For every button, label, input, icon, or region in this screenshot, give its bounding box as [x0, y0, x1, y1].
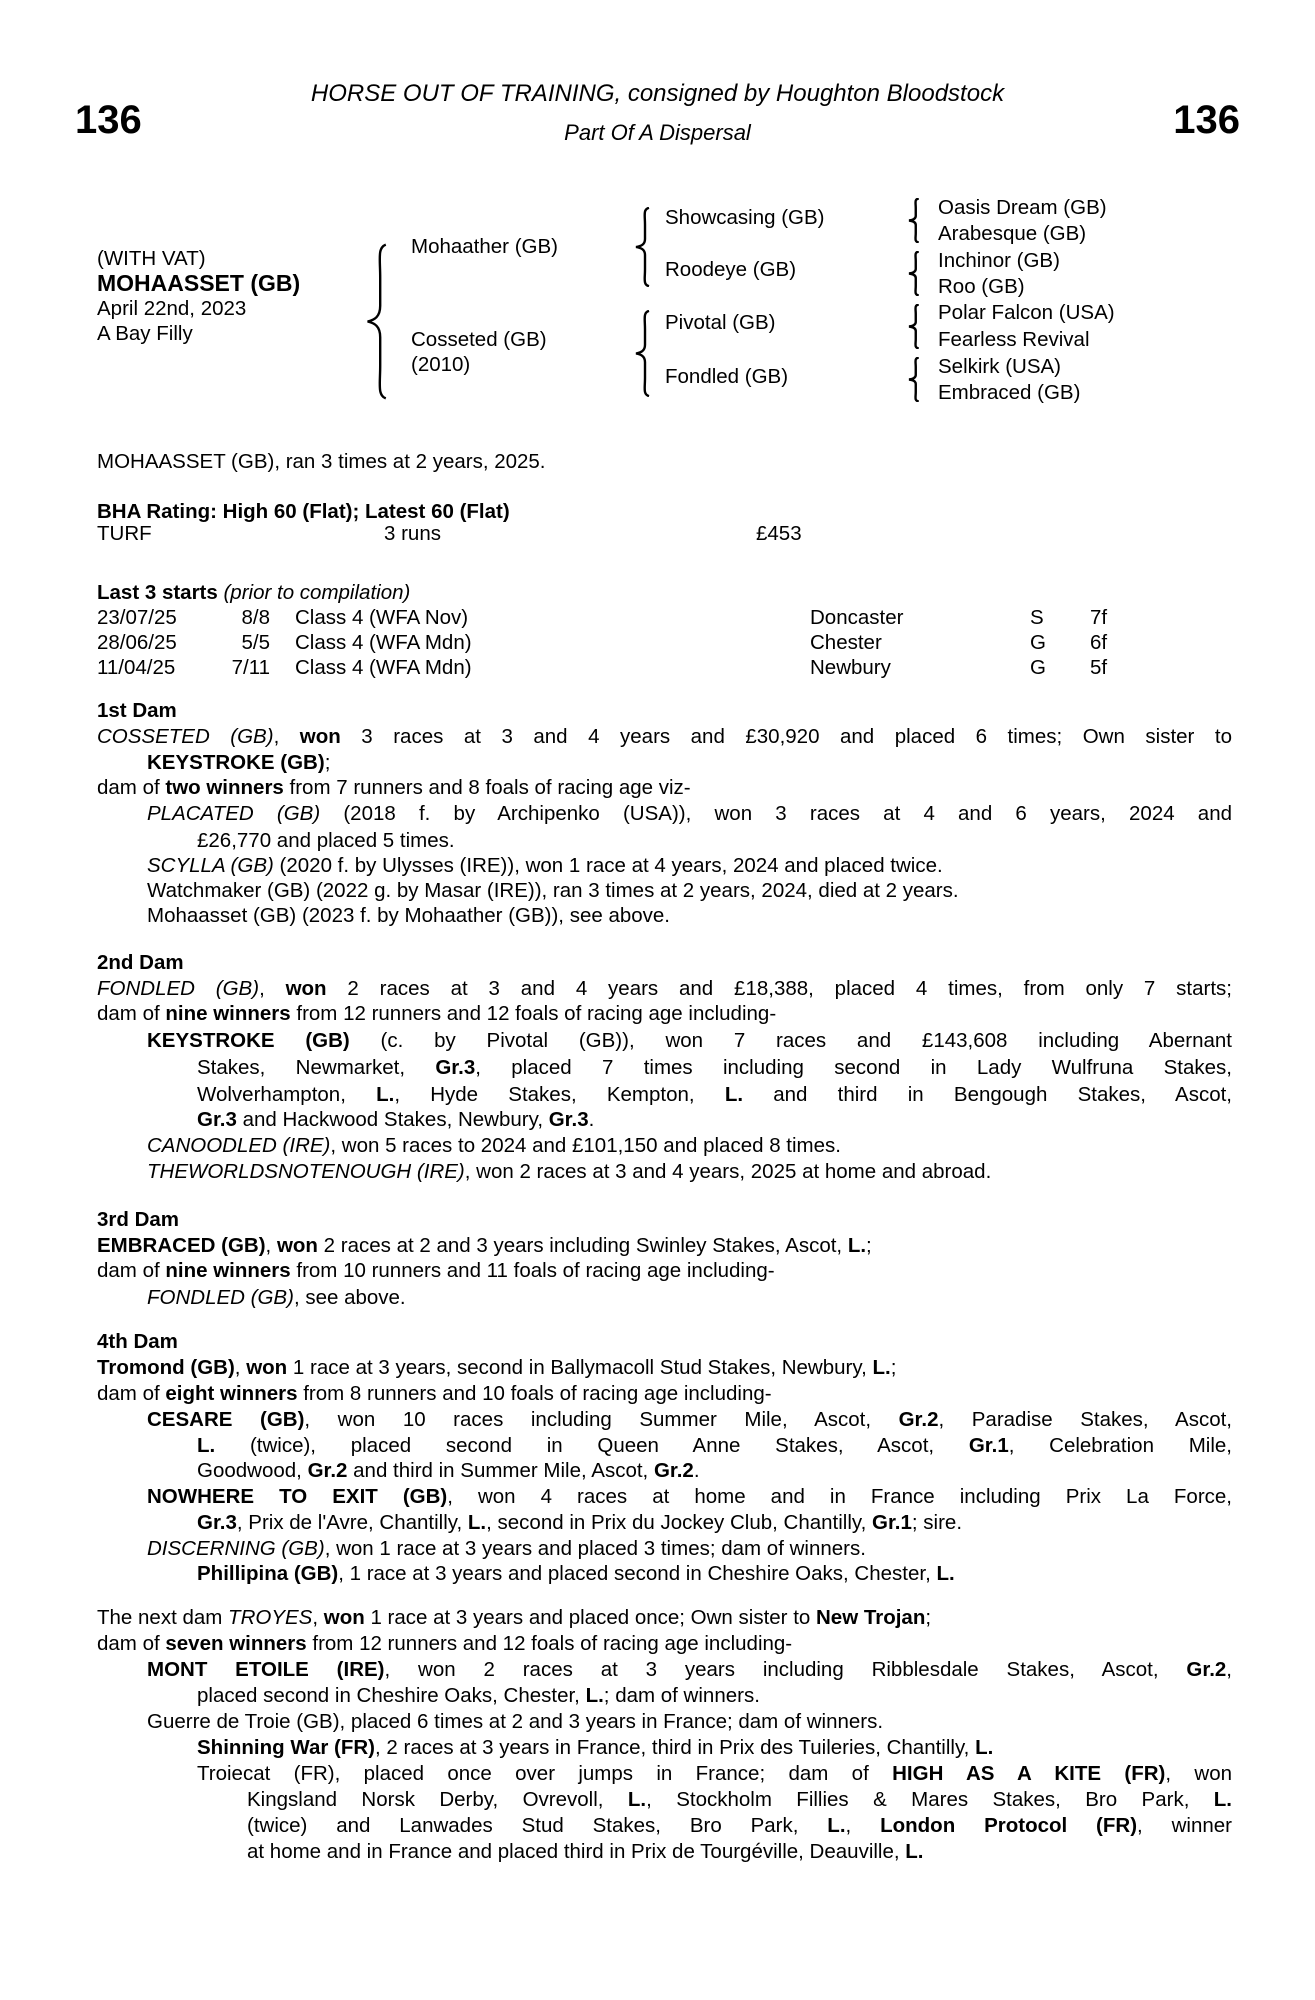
text-run: (twice), placed second in Queen Anne Stakes, Ascot,	[215, 1434, 969, 1457]
dam-dam-dam-name: Embraced (GB)	[938, 381, 1081, 404]
pedigree-text-line	[97, 976, 1232, 1002]
race-row	[97, 605, 1232, 631]
text-run: ;	[925, 1606, 932, 1629]
text-run: L.	[905, 1840, 924, 1863]
text-run: Gr.3	[197, 1511, 237, 1534]
date-cell: 23/07/25	[97, 606, 177, 629]
pedigree-brace-gen3-3	[906, 304, 921, 349]
course-cell: Chester	[810, 631, 882, 654]
text-run: Gr.3	[197, 1108, 237, 1131]
text-run: Gr.2	[898, 1408, 939, 1431]
text-run: 3 races at 3 and 4 years and £30,920 and placed 6 times; Own sister to	[340, 725, 1232, 748]
text-run: at home and in France and placed third in Prix de Tourgéville, Deauville,	[247, 1840, 906, 1863]
text-run: , won 5 races to 2024 and £101,150 and placed 8 times.	[330, 1134, 841, 1157]
text-run: KEYSTROKE (GB)	[147, 1029, 350, 1052]
dam-dam-name: Fondled (GB)	[665, 365, 789, 388]
race-summary: MOHAASSET (GB), ran 3 times at 2 years, 2025.	[97, 450, 546, 473]
sire-dam-sire-name: Inchinor (GB)	[938, 249, 1060, 272]
text-run: ,	[273, 725, 300, 748]
pedigree-text-line	[147, 1159, 1232, 1185]
pedigree-text-line	[197, 1683, 1232, 1709]
race-stats-row	[97, 521, 1232, 547]
pedigree-text-line	[97, 698, 1232, 724]
text-run: , 2 races at 3 years in France, third in Prix des Tuileries, Chantilly,	[375, 1736, 976, 1759]
text-run: , Celebration Mile,	[1008, 1434, 1232, 1457]
text-run: from 8 runners and 10 foals of racing age including-	[297, 1382, 772, 1405]
pedigree-text-line	[97, 1631, 1232, 1657]
text-run: EMBRACED (GB)	[97, 1234, 266, 1257]
pedigree-text-line	[97, 1233, 1232, 1259]
text-run: FONDLED (GB)	[147, 1286, 294, 1309]
text-run: HIGH AS A KITE (FR)	[892, 1762, 1166, 1785]
text-run: FONDLED (GB)	[97, 977, 260, 1000]
pedigree-text-line	[197, 1055, 1232, 1081]
text-run: , see above.	[293, 1286, 406, 1309]
horse-description: A Bay Filly	[97, 322, 193, 345]
bha-rating: BHA Rating: High 60 (Flat); Latest 60 (Flat)	[97, 500, 510, 523]
text-run: 4th Dam	[97, 1330, 178, 1353]
pedigree-brace-gen3-1	[906, 198, 921, 243]
pedigree-text-line	[247, 1839, 1232, 1865]
text-run: L.	[1213, 1788, 1232, 1811]
text-run: ,	[1226, 1658, 1232, 1681]
text-run: from 12 runners and 12 foals of racing age including-	[290, 1002, 777, 1025]
text-run: DISCERNING (GB)	[147, 1537, 325, 1560]
pedigree-text-line	[147, 853, 1232, 879]
text-run: and third in Bengough Stakes, Ascot,	[743, 1083, 1232, 1106]
text-run: ,	[312, 1606, 324, 1629]
text-run: PLACATED (GB)	[147, 802, 321, 825]
pedigree-text-line	[147, 1285, 1232, 1311]
text-run: The next dam	[97, 1606, 229, 1629]
last-starts-header	[97, 580, 410, 606]
text-run: Wolverhampton,	[197, 1083, 377, 1106]
text-run: and third in Summer Mile, Ascot,	[347, 1459, 654, 1482]
dam-sire-name: Pivotal (GB)	[665, 311, 776, 334]
pedigree-text-line	[97, 1355, 1232, 1381]
text-run: , won 2 races at 3 years including Ribblesdale Stakes, Ascot,	[384, 1658, 1187, 1681]
text-run: Troiecat (FR), placed once over jumps in France; dam of	[197, 1762, 893, 1785]
lot-number-right: 136	[1173, 98, 1240, 142]
text-run: (twice) and Lanwades Stud Stakes, Bro Park,	[247, 1814, 828, 1837]
text-run: , Prix de l'Avre, Chantilly,	[236, 1511, 468, 1534]
pos-cell: 8/8	[241, 606, 270, 629]
dam-sire-sire-name: Polar Falcon (USA)	[938, 301, 1115, 324]
text-run: L.	[467, 1511, 487, 1534]
pedigree-text-line	[147, 1028, 1232, 1054]
text-run: ,	[845, 1814, 881, 1837]
text-run: Watchmaker (GB) (2022 g. by Masar (IRE)), ran 3 times at 2 years, 2024, died at 2 years.	[147, 879, 959, 902]
pedigree-text-line	[147, 1407, 1232, 1433]
text-run: , second in Prix du Jockey Club, Chantilly,	[486, 1511, 873, 1534]
going-cell: G	[1030, 656, 1046, 679]
text-run: ; dam of winners.	[603, 1684, 760, 1707]
pedigree-text-line	[147, 903, 1232, 929]
pedigree-text-line	[147, 878, 1232, 904]
earnings-value: £453	[756, 522, 802, 545]
with-vat-note: (WITH VAT)	[97, 247, 206, 270]
pedigree-text-line	[97, 724, 1232, 750]
pedigree-text-line	[197, 1510, 1232, 1536]
text-run: 2 races at 2 and 3 years including Swinley Stakes, Ascot,	[317, 1234, 848, 1257]
text-run: , placed 7 times including second in Lady Wulfruna Stakes,	[475, 1056, 1232, 1079]
text-run: SCYLLA (GB)	[147, 854, 274, 877]
text-run: Kingsland Norsk Derby, Ovrevoll,	[247, 1788, 628, 1811]
pedigree-text-line	[147, 1536, 1232, 1562]
text-run: Phillipina (GB)	[197, 1562, 339, 1585]
text-run: won	[246, 1356, 288, 1379]
text-run: L.	[847, 1234, 867, 1257]
pedigree-text-line	[97, 1329, 1232, 1355]
pedigree-text-line	[147, 1709, 1232, 1735]
pedigree-brace-main	[362, 243, 390, 400]
text-run: two winners	[165, 776, 284, 799]
text-run: Mohaasset (GB) (2023 f. by Mohaather (GB)), see above.	[147, 904, 670, 927]
text-run: Stakes, Newmarket,	[197, 1056, 436, 1079]
pedigree-text-line	[97, 1381, 1232, 1407]
pedigree-text-line	[97, 1258, 1232, 1284]
pedigree-brace-gen3-2	[906, 251, 921, 296]
sire-name: Mohaather (GB)	[411, 235, 558, 258]
text-run: L.	[724, 1083, 744, 1106]
text-run: ;	[890, 1356, 897, 1379]
pedigree-brace-sire	[632, 207, 652, 287]
text-run: COSSETED (GB)	[97, 725, 274, 748]
text-run: (2018 f. by Archipenko (USA)), won 3 races at 4 and 6 years, 2024 and	[320, 802, 1232, 825]
date-cell: 28/06/25	[97, 631, 177, 654]
text-run: Tromond (GB)	[97, 1356, 235, 1379]
text-run: ; sire.	[911, 1511, 963, 1534]
sire-sire-dam-name: Arabesque (GB)	[938, 222, 1087, 245]
text-run: .	[588, 1108, 595, 1131]
text-run: dam of	[97, 776, 166, 799]
last-starts-subtitle: (prior to compilation)	[217, 581, 411, 604]
text-run: KEYSTROKE (GB)	[147, 751, 325, 774]
dam-name: Cosseted (GB)	[411, 328, 547, 351]
text-run: CESARE (GB)	[147, 1408, 305, 1431]
race-row	[97, 630, 1232, 656]
text-run: Guerre de Troie (GB), placed 6 times at 2 and 3 years in France; dam of winners.	[147, 1710, 884, 1733]
text-run: from 7 runners and 8 foals of racing age viz-	[283, 776, 691, 799]
pedigree-text-line	[147, 1657, 1232, 1683]
pedigree-text-line	[197, 1107, 1232, 1133]
consignor-title: HORSE OUT OF TRAINING, consigned by Houghton Bloodstock	[310, 80, 1005, 107]
pedigree-text-line	[97, 775, 1232, 801]
text-run: £26,770 and placed 5 times.	[197, 829, 455, 852]
text-run: L.	[585, 1684, 604, 1707]
text-run: , won 4 races at home and in France including Prix La Force,	[447, 1485, 1232, 1508]
race-cell: Class 4 (WFA Nov)	[295, 606, 469, 629]
text-run: , Paradise Stakes, Ascot,	[938, 1408, 1232, 1431]
race-cell: Class 4 (WFA Mdn)	[295, 631, 472, 654]
race-cell: Class 4 (WFA Mdn)	[295, 656, 472, 679]
text-run: and Hackwood Stakes, Newbury,	[236, 1108, 549, 1131]
pedigree-text-line	[197, 1082, 1232, 1108]
text-run: Gr.2	[653, 1459, 694, 1482]
text-run: , Hyde Stakes, Kempton,	[394, 1083, 725, 1106]
text-run: ;	[866, 1234, 872, 1257]
horse-name: MOHAASSET (GB)	[97, 270, 301, 296]
text-run: nine winners	[165, 1002, 291, 1025]
sire-dam-dam-name: Roo (GB)	[938, 275, 1025, 298]
text-run: 2 races at 3 and 4 years and £18,388, placed 4 times, from only 7 starts;	[326, 977, 1232, 1000]
text-run: Gr.3	[548, 1108, 589, 1131]
text-run: 1st Dam	[97, 699, 177, 722]
text-run: MONT ETOILE (IRE)	[147, 1658, 385, 1681]
dam-sire-dam-name: Fearless Revival	[938, 328, 1090, 351]
text-run: L.	[936, 1562, 955, 1585]
text-run: , won	[1165, 1762, 1232, 1785]
text-run: L.	[872, 1356, 891, 1379]
pos-cell: 5/5	[241, 631, 270, 654]
text-run: Goodwood,	[197, 1459, 308, 1482]
text-run: ,	[259, 977, 286, 1000]
pedigree-text-line	[197, 1458, 1232, 1484]
text-run: TROYES	[228, 1606, 313, 1629]
text-run: dam of	[97, 1259, 166, 1282]
text-run: Gr.3	[435, 1056, 476, 1079]
dist-cell: 5f	[1090, 656, 1108, 679]
last-starts-title: Last 3 starts	[97, 581, 218, 604]
pedigree-text-line	[97, 1207, 1232, 1233]
text-run: London Protocol (FR)	[880, 1814, 1138, 1837]
dam-dam-sire-name: Selkirk (USA)	[938, 355, 1062, 378]
text-run: , won 2 races at 3 and 4 years, 2025 at home and abroad.	[464, 1160, 992, 1183]
text-run: THEWORLDSNOTENOUGH (IRE)	[147, 1160, 465, 1183]
pedigree-brace-gen3-4	[906, 357, 921, 402]
runs-count: 3 runs	[384, 522, 441, 545]
text-run: L.	[627, 1788, 647, 1811]
surface-label: TURF	[97, 522, 152, 545]
pedigree-text-line	[147, 1484, 1232, 1510]
pedigree-block	[0, 0, 1315, 430]
pedigree-text-line	[147, 801, 1232, 827]
text-run: Gr.1	[872, 1511, 912, 1534]
text-run: from 10 runners and 11 foals of racing age including-	[290, 1259, 775, 1282]
text-run: 2nd Dam	[97, 951, 184, 974]
pedigree-text-line	[97, 1001, 1232, 1027]
going-cell: S	[1030, 606, 1044, 629]
text-run: seven winners	[165, 1632, 307, 1655]
text-run: dam of	[97, 1002, 166, 1025]
pedigree-text-line	[197, 1735, 1232, 1761]
pedigree-brace-dam	[632, 310, 652, 397]
race-row	[97, 655, 1232, 681]
text-run: Gr.1	[968, 1434, 1009, 1457]
text-run: ,	[265, 1234, 277, 1257]
text-run: , won 1 race at 3 years and placed 3 times; dam of winners.	[324, 1537, 866, 1560]
pos-cell: 7/11	[231, 656, 270, 679]
text-run: dam of	[97, 1632, 166, 1655]
pedigree-text-line	[197, 1433, 1232, 1459]
text-run: .	[693, 1459, 700, 1482]
pedigree-text-line	[197, 1761, 1232, 1787]
text-run: won	[323, 1606, 365, 1629]
text-run: Shinning War (FR)	[197, 1736, 376, 1759]
text-run: Gr.2	[1186, 1658, 1227, 1681]
sire-dam-name: Roodeye (GB)	[665, 258, 797, 281]
text-run: (c. by Pivotal (GB)), won 7 races and £143,608 including Abernant	[349, 1029, 1232, 1052]
sire-sire-sire-name: Oasis Dream (GB)	[938, 196, 1107, 219]
text-run: eight winners	[165, 1382, 298, 1405]
pedigree-text-line	[247, 1787, 1232, 1813]
text-run: L.	[376, 1083, 395, 1106]
text-run: Gr.2	[307, 1459, 348, 1482]
pedigree-text-line	[147, 750, 1232, 776]
text-run: , won 10 races including Summer Mile, Ascot,	[304, 1408, 899, 1431]
text-run: L.	[197, 1434, 216, 1457]
text-run: placed second in Cheshire Oaks, Chester,	[197, 1684, 586, 1707]
text-run: New Trojan	[816, 1606, 926, 1629]
pedigree-text-line	[97, 1605, 1232, 1631]
lot-number-left: 136	[75, 98, 142, 142]
text-run: won	[299, 725, 341, 748]
course-cell: Newbury	[810, 656, 891, 679]
text-run: 1 race at 3 years and placed once; Own sister to	[364, 1606, 816, 1629]
foal-date: April 22nd, 2023	[97, 297, 247, 320]
text-run: from 12 runners and 12 foals of racing age including-	[306, 1632, 793, 1655]
text-run: dam of	[97, 1382, 166, 1405]
text-run: won	[285, 977, 327, 1000]
dist-cell: 6f	[1090, 631, 1108, 654]
text-run: , Stockholm Fillies & Mares Stakes, Bro Park,	[646, 1788, 1214, 1811]
text-run: , 1 race at 3 years and placed second in Cheshire Oaks, Chester,	[338, 1562, 937, 1585]
dist-cell: 7f	[1090, 606, 1108, 629]
dam-year: (2010)	[411, 353, 471, 376]
text-run: , winner	[1137, 1814, 1232, 1837]
text-run: (2020 f. by Ulysses (IRE)), won 1 race at 4 years, 2024 and placed twice.	[273, 854, 943, 877]
text-run: CANOODLED (IRE)	[147, 1134, 331, 1157]
text-run: L.	[827, 1814, 846, 1837]
text-run: L.	[975, 1736, 994, 1759]
pedigree-text-line	[147, 1133, 1232, 1159]
pedigree-text-line	[197, 828, 1232, 854]
pedigree-text-line	[247, 1813, 1232, 1839]
text-run: NOWHERE TO EXIT (GB)	[147, 1485, 448, 1508]
text-run: ;	[324, 751, 331, 774]
text-run: 3rd Dam	[97, 1208, 180, 1231]
text-run: ,	[234, 1356, 247, 1379]
pedigree-text-line	[97, 950, 1232, 976]
text-run: won	[276, 1234, 318, 1257]
going-cell: G	[1030, 631, 1046, 654]
text-run: nine winners	[165, 1259, 291, 1282]
dispersal-subtitle: Part Of A Dispersal	[564, 120, 751, 145]
course-cell: Doncaster	[810, 606, 904, 629]
sire-sire-name: Showcasing (GB)	[665, 206, 825, 229]
text-run: 1 race at 3 years, second in Ballymacoll Stud Stakes, Newbury,	[287, 1356, 873, 1379]
date-cell: 11/04/25	[97, 656, 176, 679]
pedigree-text-line	[197, 1561, 1232, 1587]
